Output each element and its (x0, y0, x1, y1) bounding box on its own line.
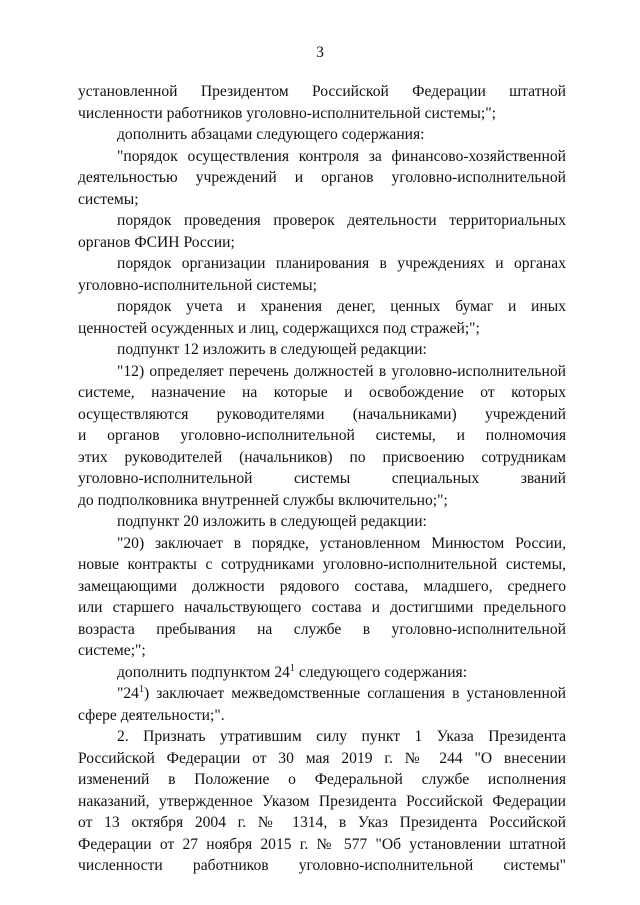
text-line: порядок проведения проверок деятельности территориальных (117, 212, 566, 229)
text-line: подпункт 20 изложить в следующей редакции: (117, 513, 427, 530)
text-line: или старшего начальствующего состава и достигшими предельного (78, 599, 566, 616)
text-line: установленной Президентом Российской Федерации штатной (78, 83, 566, 100)
text-segment: ) заключает межведомственные соглашения в установленной (143, 685, 566, 702)
text-line: порядок учета и хранения денег, ценных бумаг и иных (117, 298, 566, 315)
text-line: возраста пребывания на службе в уголовно-исполнительной (78, 621, 566, 638)
text-line: системы; (78, 191, 139, 208)
text-line (117, 663, 566, 683)
text-line: и органов уголовно-исполнительной системы, и полномочия (78, 427, 566, 444)
text-segment: следующего содержания: (294, 664, 468, 681)
text-line: сфере деятельности;". (78, 707, 225, 724)
superscript: 1 (138, 683, 144, 695)
text-line: численности работников уголовно-исполнительной системы;"; (78, 105, 496, 122)
text-segment: "24 (117, 685, 139, 702)
text-line: замещающими должности рядового состава, младшего, среднего (78, 578, 566, 595)
text-line: новые контракты с сотрудниками уголовно-исполнительной системы, (78, 556, 566, 573)
text-line: уголовно-исполнительной системы; (78, 277, 317, 294)
text-segment: дополнить подпунктом 24 (117, 664, 290, 681)
text-line: дополнить абзацами следующего содержания: (117, 126, 425, 143)
text-line: ценностей осужденных и лиц, содержащихся под стражей;"; (78, 320, 480, 337)
text-line: уголовно-исполнительной системы специальных званий (78, 470, 566, 487)
text-line: "12) определяет перечень должностей в уголовно-исполнительной (117, 363, 566, 380)
text-line: системе;"; (78, 642, 146, 659)
text-line: органов ФСИН России; (78, 234, 235, 251)
page-number: 3 (316, 44, 324, 61)
text-line (117, 684, 566, 704)
text-line: порядок организации планирования в учреждениях и органах (117, 255, 566, 272)
text-line: подпункт 12 изложить в следующей редакции: (117, 341, 427, 358)
text-line: Российской Федерации от 30 мая 2019 г. № 244 "О внесении (78, 750, 566, 767)
text-line: изменений в Положение о Федеральной службе исполнения (78, 771, 566, 788)
text-line: осуществляются руководителями (начальниками) учреждений (78, 406, 566, 423)
text-line: от 13 октября 2004 г. № 1314, в Указ Президента Российской (78, 814, 566, 831)
text-line: деятельностью учреждений и органов уголовно-исполнительной (78, 169, 566, 186)
superscript: 1 (289, 662, 295, 674)
text-line: до подполковника внутренней службы включительно;"; (78, 492, 448, 509)
text-line: системе, назначение на которые и освобождение от которых (78, 384, 566, 401)
text-line: "20) заключает в порядке, установленном Минюстом России, (117, 535, 566, 552)
text-line: Федерации от 27 ноября 2015 г. № 577 "Об установлении штатной (78, 836, 566, 853)
text-line: "порядок осуществления контроля за финансово-хозяйственной (117, 148, 566, 165)
text-line: наказаний, утвержденное Указом Президента Российской Федерации (78, 793, 566, 810)
text-line: этих руководителей (начальников) по присвоению сотрудникам (78, 449, 566, 466)
text-line: 2. Признать утратившим силу пункт 1 Указа Президента (117, 728, 566, 745)
text-line: численности работников уголовно-исполнительной системы" (78, 857, 566, 874)
